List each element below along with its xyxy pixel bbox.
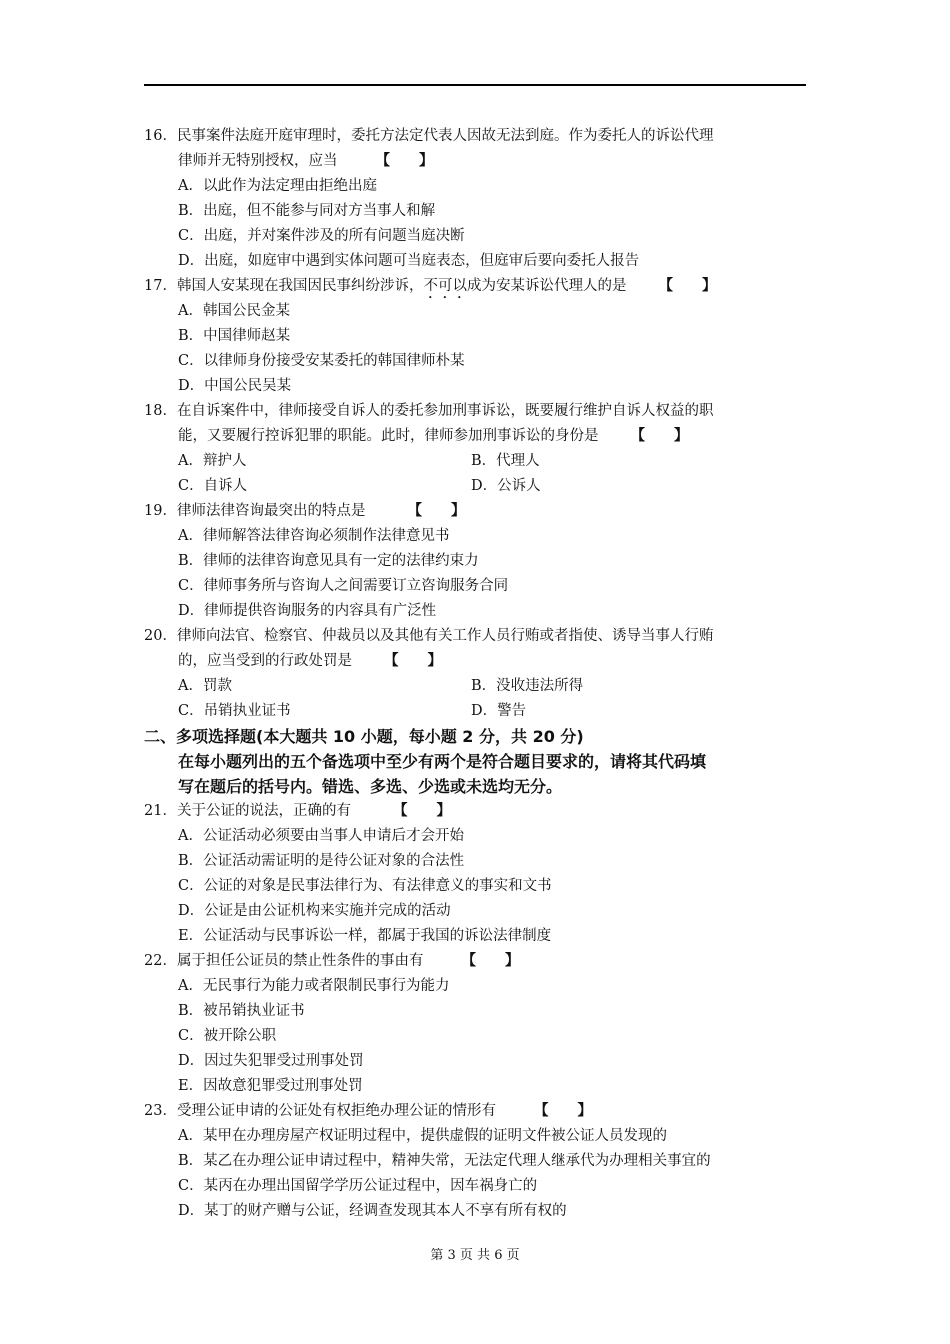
q18-option-b: B．代理人 xyxy=(471,453,540,469)
answer-bracket: 【 】 xyxy=(375,153,434,169)
q20-options-row-1 xyxy=(144,674,804,699)
q17-option-b: B．中国律师赵某 xyxy=(178,328,291,344)
q19-option-c: C．律师事务所与咨询人之间需要订立咨询服务合同 xyxy=(178,578,509,594)
q16-option-d: D．出庭，如庭审中遇到实体问题可当庭表态，但庭审后要向委托人报告 xyxy=(178,253,640,269)
q22-option-a: A．无民事行为能力或者限制民事行为能力 xyxy=(178,978,450,994)
question-16-stem-cont: 律师并无特别授权，应当 【 】 xyxy=(178,153,434,169)
q16-option-a: A．以此作为法定理由拒绝出庭 xyxy=(178,178,377,194)
q20-options-row-2 xyxy=(144,699,804,724)
q21-option-e: E．公证活动与民事诉讼一样，都属于我国的诉讼法律制度 xyxy=(178,928,552,944)
question-21-stem: 21．关于公证的说法，正确的有 【 】 xyxy=(144,803,451,819)
q20-option-b: B．没收违法所得 xyxy=(471,678,584,694)
q18-option-d: D．公诉人 xyxy=(471,478,541,494)
question-19-stem: 19．律师法律咨询最突出的特点是 【 】 xyxy=(144,503,466,519)
answer-bracket: 【 】 xyxy=(630,428,689,444)
q18-option-a: A．辩护人 xyxy=(178,453,247,469)
q21-option-c: C．公证的对象是民事法律行为、有法律意义的事实和文书 xyxy=(178,878,552,894)
answer-bracket: 【 】 xyxy=(407,503,466,519)
q18-options-row-1 xyxy=(144,449,804,474)
q18-option-c: C．自诉人 xyxy=(178,478,248,494)
q22-option-d: D．因过失犯罪受过刑事处罚 xyxy=(178,1053,364,1069)
q23-option-b: B．某乙在办理公证申请过程中，精神失常，无法定代理人继承代为办理相关事宜的 xyxy=(178,1153,711,1169)
q18-options-row-2 xyxy=(144,474,804,499)
answer-bracket: 【 】 xyxy=(384,653,442,669)
q19-option-a: A．律师解答法律咨询必须制作法律意见书 xyxy=(178,528,450,544)
page-footer: 第 3 页 共 6 页 xyxy=(430,1248,520,1263)
q20-option-d: D．警告 xyxy=(471,703,527,719)
answer-bracket: 【 】 xyxy=(461,953,520,969)
header-rule xyxy=(144,84,806,86)
exam-content xyxy=(144,124,804,1224)
q19-option-d: D．律师提供咨询服务的内容具有广泛性 xyxy=(178,603,437,619)
question-16-stem: 16．民事案件法庭开庭审理时，委托方法定代表人因故无法到庭。作为委托人的诉讼代理 xyxy=(144,128,714,144)
q16-option-b: B．出庭，但不能参与同对方当事人和解 xyxy=(178,203,436,219)
question-18-stem-cont: 能，又要履行控诉犯罪的职能。此时，律师参加刑事诉讼的身份是 【 】 xyxy=(178,428,689,444)
answer-bracket: 【 】 xyxy=(533,1103,592,1119)
question-22-stem: 22．属于担任公证员的禁止性条件的事由有 【 】 xyxy=(144,953,520,969)
q19-option-b: B．律师的法律咨询意见具有一定的法律约束力 xyxy=(178,553,479,569)
q17-option-a: A．韩国公民金某 xyxy=(178,303,290,319)
q17-option-d: D．中国公民吴某 xyxy=(178,378,292,394)
q23-option-a: A．某甲在办理房屋产权证明过程中，提供虚假的证明文件被公证人员发现的 xyxy=(178,1128,667,1144)
q22-option-e: E．因故意犯罪受过刑事处罚 xyxy=(178,1078,363,1094)
q21-option-a: A．公证活动必须要由当事人申请后才会开始 xyxy=(178,828,464,844)
q23-option-c: C．某丙在办理出国留学学历公证过程中，因车祸身亡的 xyxy=(178,1178,538,1194)
section-2-title: 二、多项选择题(本大题共 10 小题，每小题 2 分，共 20 分) xyxy=(144,727,584,746)
q22-option-c: C．被开除公职 xyxy=(178,1028,277,1044)
answer-bracket: 【 】 xyxy=(658,278,717,294)
question-17-stem: 17．韩国人安某现在我国因民事纠纷涉诉，不可以成为安某诉讼代理人的是 【 】 xyxy=(144,278,717,294)
emphasis-text: 不可以 xyxy=(423,278,467,294)
answer-bracket: 【 】 xyxy=(392,803,451,819)
question-18-stem: 18．在自诉案件中，律师接受自诉人的委托参加刑事诉讼，既要履行维护自诉人权益的职 xyxy=(144,403,714,419)
q22-option-b: B．被吊销执业证书 xyxy=(178,1003,305,1019)
q20-option-a: A．罚款 xyxy=(178,678,232,694)
question-20-stem: 20．律师向法官、检察官、仲裁员以及其他有关工作人员行贿或者指使、诱导当事人行贿 xyxy=(144,628,714,644)
question-23-stem: 23．受理公证申请的公证处有权拒绝办理公证的情形有 【 】 xyxy=(144,1103,592,1119)
question-20-stem-cont: 的，应当受到的行政处罚是 【 】 xyxy=(178,653,442,669)
q23-option-d: D．某丁的财产赠与公证，经调查发现其本人不享有所有权的 xyxy=(178,1203,567,1219)
q20-option-c: C．吊销执业证书 xyxy=(178,703,291,719)
q21-option-b: B．公证活动需证明的是待公证对象的合法性 xyxy=(178,853,465,869)
section-2-instructions-1: 在每小题列出的五个备选项中至少有两个是符合题目要求的，请将其代码填 xyxy=(178,752,707,771)
q16-option-c: C．出庭，并对案件涉及的所有问题当庭决断 xyxy=(178,228,465,244)
q21-option-d: D．公证是由公证机构来实施并完成的活动 xyxy=(178,903,451,919)
q17-option-c: C．以律师身份接受安某委托的韩国律师朴某 xyxy=(178,353,465,369)
section-2-instructions-2: 写在题后的括号内。错选、多选、少选或未选均无分。 xyxy=(178,777,563,796)
